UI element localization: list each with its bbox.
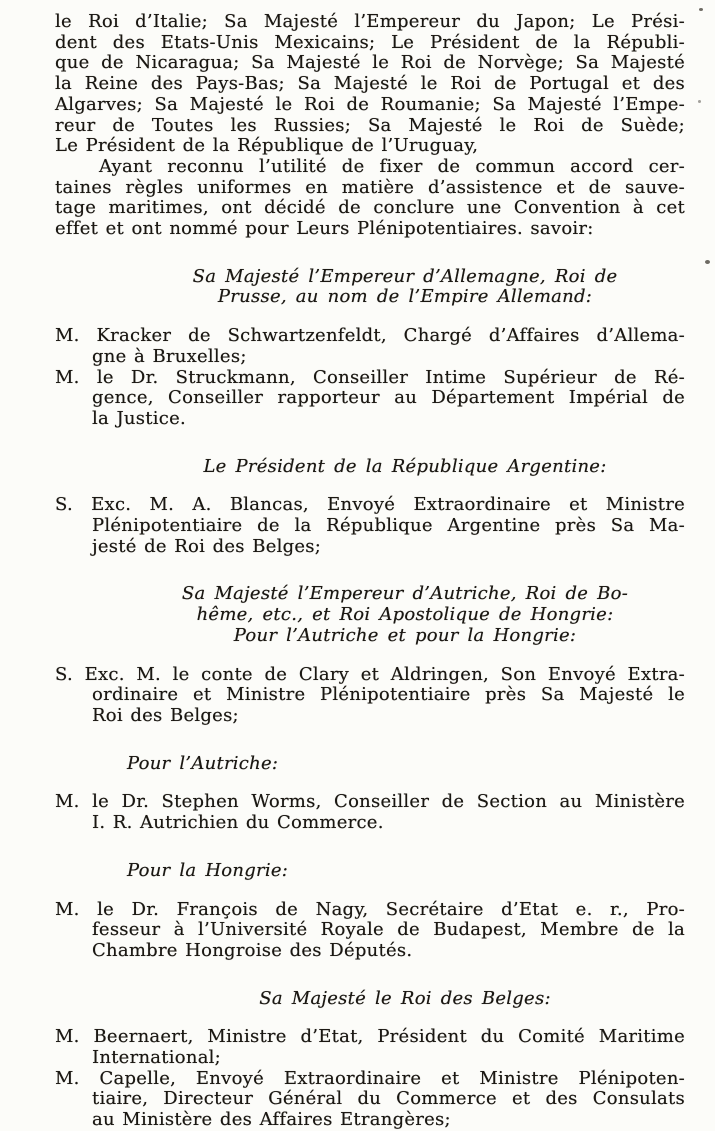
text-line: I. R. Autrichien du Commerce. (92, 812, 384, 834)
text-line: taines règles uniformes en matière d’assistence et de sauve- (55, 176, 685, 198)
text-line: M. Beernaert, Ministre d’Etat, Président du Comité Maritime (55, 1026, 685, 1048)
text-line: Pour l’Autriche: (127, 752, 279, 774)
section-heading (55, 457, 685, 478)
section-heading (55, 754, 685, 775)
text-line: Sa Majesté l’Empereur d’Allemagne, Roi de (192, 265, 618, 287)
text-line: ordinaire et Ministre Plénipotentiaire près Sa Majesté le (92, 684, 685, 706)
text-line: Plénipotentiaire de la République Argentine près Sa Ma- (92, 515, 685, 537)
list-item (55, 792, 685, 833)
scan-speck (699, 8, 703, 11)
paragraph (55, 12, 685, 157)
text-line: Le Président de la République Argentine: (203, 455, 607, 477)
list-item (55, 1069, 685, 1131)
text-line: la Reine des Pays-Bas; Sa Majesté le Roi de Portugal et des (55, 73, 685, 95)
section-heading (55, 989, 685, 1010)
text-line: Chambre Hongroise des Députés. (92, 939, 413, 961)
text-line: jesté de Roi des Belges; (92, 535, 322, 557)
text-line: gne à Bruxelles; (92, 345, 247, 367)
text-line: Sa Majesté le Roi des Belges: (259, 987, 551, 1009)
list-item (55, 900, 685, 962)
text-line: Pour l’Autriche et pour la Hongrie: (233, 624, 577, 646)
text-line: International; (92, 1047, 221, 1069)
scan-speck (698, 100, 701, 103)
text-line: le Roi d’Italie; Sa Majesté l’Empereur du Japon; Le Prési- (55, 11, 685, 32)
list-item (55, 326, 685, 367)
text-line: que de Nicaragua; Sa Majesté le Roi de Norvège; Sa Majesté (55, 52, 685, 74)
text-line: S. Exc. M. le conte de Clary et Aldringen, Son Envoyé Extra- (55, 663, 685, 685)
text-line: M. Capelle, Envoyé Extraordinaire et Ministre Plénipoten- (55, 1067, 685, 1089)
text-line: tiaire, Directeur Général du Commerce et des Consulats (92, 1088, 685, 1110)
text-line: Algarves; Sa Majesté le Roi de Roumanie; Sa Majesté l’Empe- (55, 93, 685, 115)
text-line: effet et ont nommé pour Leurs Plénipotentiaires. savoir: (55, 218, 594, 240)
text-line: Pour la Hongrie: (127, 859, 289, 881)
section-heading (55, 267, 685, 308)
text-line: la Justice. (92, 407, 186, 429)
text-line: hême, etc., et Roi Apostolique de Hongrie: (196, 604, 614, 626)
list-item (55, 1027, 685, 1068)
text-line: Roi des Belges; (92, 704, 239, 726)
text-line: S. Exc. M. A. Blancas, Envoyé Extraordinaire et Ministre (55, 494, 685, 516)
text-line: M. le Dr. Stephen Worms, Conseiller de Section au Ministère (55, 791, 685, 813)
list-item (55, 368, 685, 430)
text-line: reur de Toutes les Russies; Sa Majesté le Roi de Suède; (55, 114, 685, 136)
text-line: M. le Dr. François de Nagy, Secrétaire d’Etat e. r., Pro- (55, 898, 685, 920)
list-item (55, 665, 685, 727)
text-line: Ayant reconnu l’utilité de fixer de commun accord cer- (99, 155, 685, 177)
scan-speck (705, 260, 710, 264)
list-item (55, 495, 685, 557)
text-line: Prusse, au nom de l’Empire Allemand: (217, 286, 593, 308)
section-heading (55, 861, 685, 882)
text-line: M. le Dr. Struckmann, Conseiller Intime Supérieur de Ré- (55, 366, 685, 388)
text-line: gence, Conseiller rapporteur au Département Impérial de (92, 387, 685, 409)
text-line: M. Kracker de Schwartzenfeldt, Chargé d’Affaires d’Allema- (55, 325, 685, 347)
text-line: tage maritimes, ont décidé de conclure une Convention à cet (55, 197, 685, 219)
section-heading (55, 584, 685, 646)
text-line: Le Président de la République de l’Uruguay, (55, 135, 479, 157)
text-line: Sa Majesté l’Empereur d’Autriche, Roi de Bo- (181, 583, 629, 605)
paragraph (55, 157, 685, 240)
document-content (55, 12, 685, 1131)
text-line: dent des Etats-Unis Mexicains; Le Président de la Républi- (55, 31, 685, 53)
text-line: au Ministère des Affaires Etrangères; (92, 1109, 451, 1131)
text-line: fesseur à l’Université Royale de Budapest, Membre de la (92, 919, 685, 941)
